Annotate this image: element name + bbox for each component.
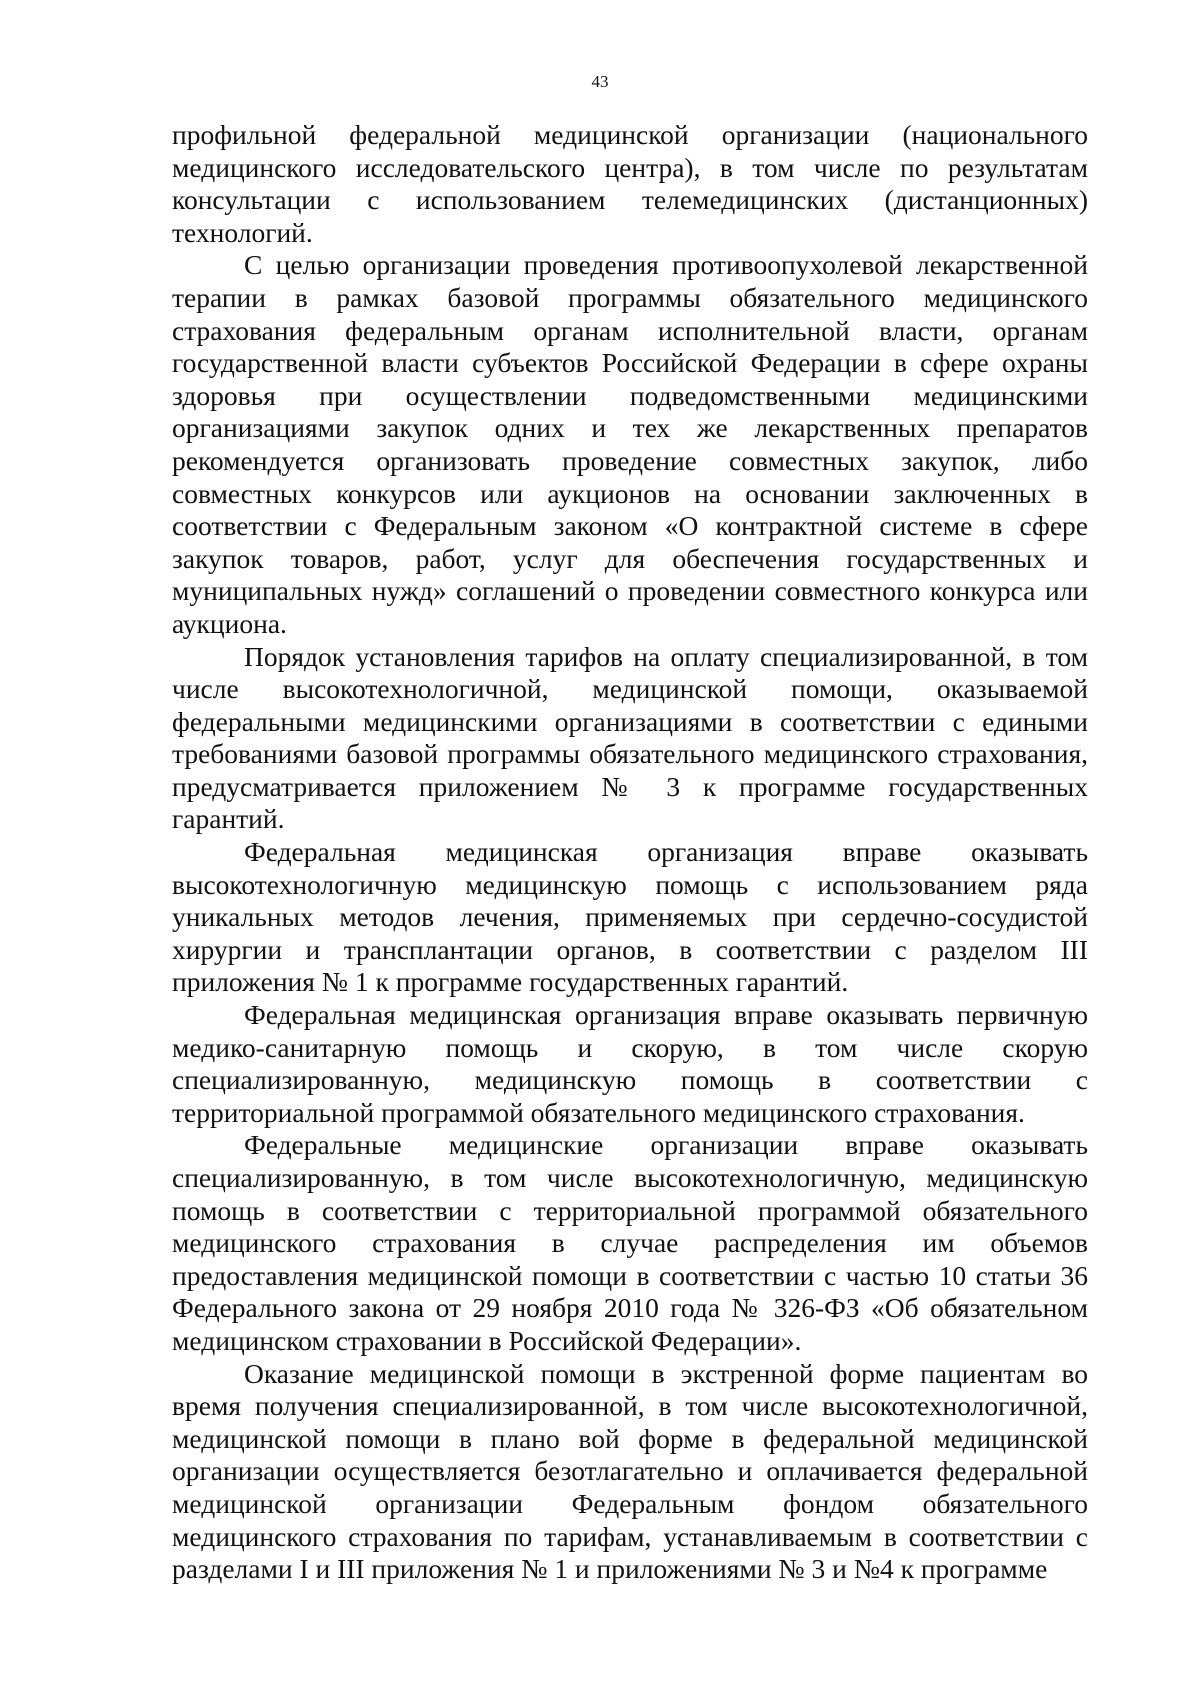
page-number: 43 xyxy=(591,72,609,91)
paragraph-tariff-procedure: Порядок установления тарифов на оплату специализированной, в том числе высокотехнологичной, медицинской помощи, оказываемой федеральными медицинскими организациями в соответствии с едиными требованиями базовой программы обязательного медицинского страхования, предусматривается приложением № 3 к программе государственных гарантий. xyxy=(172,640,1088,835)
paragraph-antitumor-therapy-procurement: С целью организации проведения противоопухолевой лекарственной терапии в рамках базовой программы обязательного медицинского страхования федеральным органам исполнительной власти, органам государственной власти субъектов Российской Федерации в сфере охраны здоровья при осуществлении подведомственными медицинскими организациями закупок одних и тех же лекарственных препаратов рекомендуется организовать проведение совместных закупок, либо совместных конкурсов или аукционов на основании заключенных в соответствии с Федеральным законом «О контрактной системе в сфере закупок товаров, работ, услуг для обеспечения государственных и муниципальных нужд» соглашений о проведении совместного конкурса или аукциона. xyxy=(172,249,1088,639)
paragraph-emergency-care-payment: Оказание медицинской помощи в экстренной форме пациентам во время получения специализированной, в том числе высокотехнологичной, медицинской помощи в плано вой форме в федеральной медицинской организации осуществляется безотлагательно и оплачивается федеральной медицинской организации Федеральным фондом обязательного медицинского страхования по тарифам, устанавливаемым в соответствии с разделами I и III приложения № 1 и приложениями № 3 и №4 к программе xyxy=(172,1357,1088,1585)
document-body xyxy=(172,119,1088,1586)
paragraph-high-tech-unique-methods: Федеральная медицинская организация вправе оказывать высокотехнологичную медицинскую помощь с использованием ряда уникальных методов лечения, применяемых при сердечно-сосудистой хирургии и трансплантации органов, в соответствии с разделом III приложения № 1 к программе государственных гарантий. xyxy=(172,836,1088,998)
paragraph-continuation: профильной федеральной медицинской организации (национального медицинского исследовательского центра), в том числе по результатам консультации с использованием телемедицинских (дистанционных) технологий. xyxy=(172,119,1088,248)
paragraph-primary-and-emergency-care: Федеральная медицинская организация вправе оказывать первичную медико-санитарную помощь и скорую, в том числе скорую специализированную, медицинскую помощь в соответствии с территориальной программой обязательного медицинского страхования. xyxy=(172,999,1088,1128)
paragraph-specialized-care-territorial-program: Федеральные медицинские организации вправе оказывать специализированную, в том числе высокотехнологичную, медицинскую помощь в соответствии с территориальной программой обязательного медицинского страхования в случае распределения им объемов предоставления медицинской помощи в соответствии с частью 10 статьи 36 Федерального закона от 29 ноября 2010 года № 326-ФЗ «Об обязательном медицинском страховании в Российской Федерации». xyxy=(172,1129,1088,1356)
